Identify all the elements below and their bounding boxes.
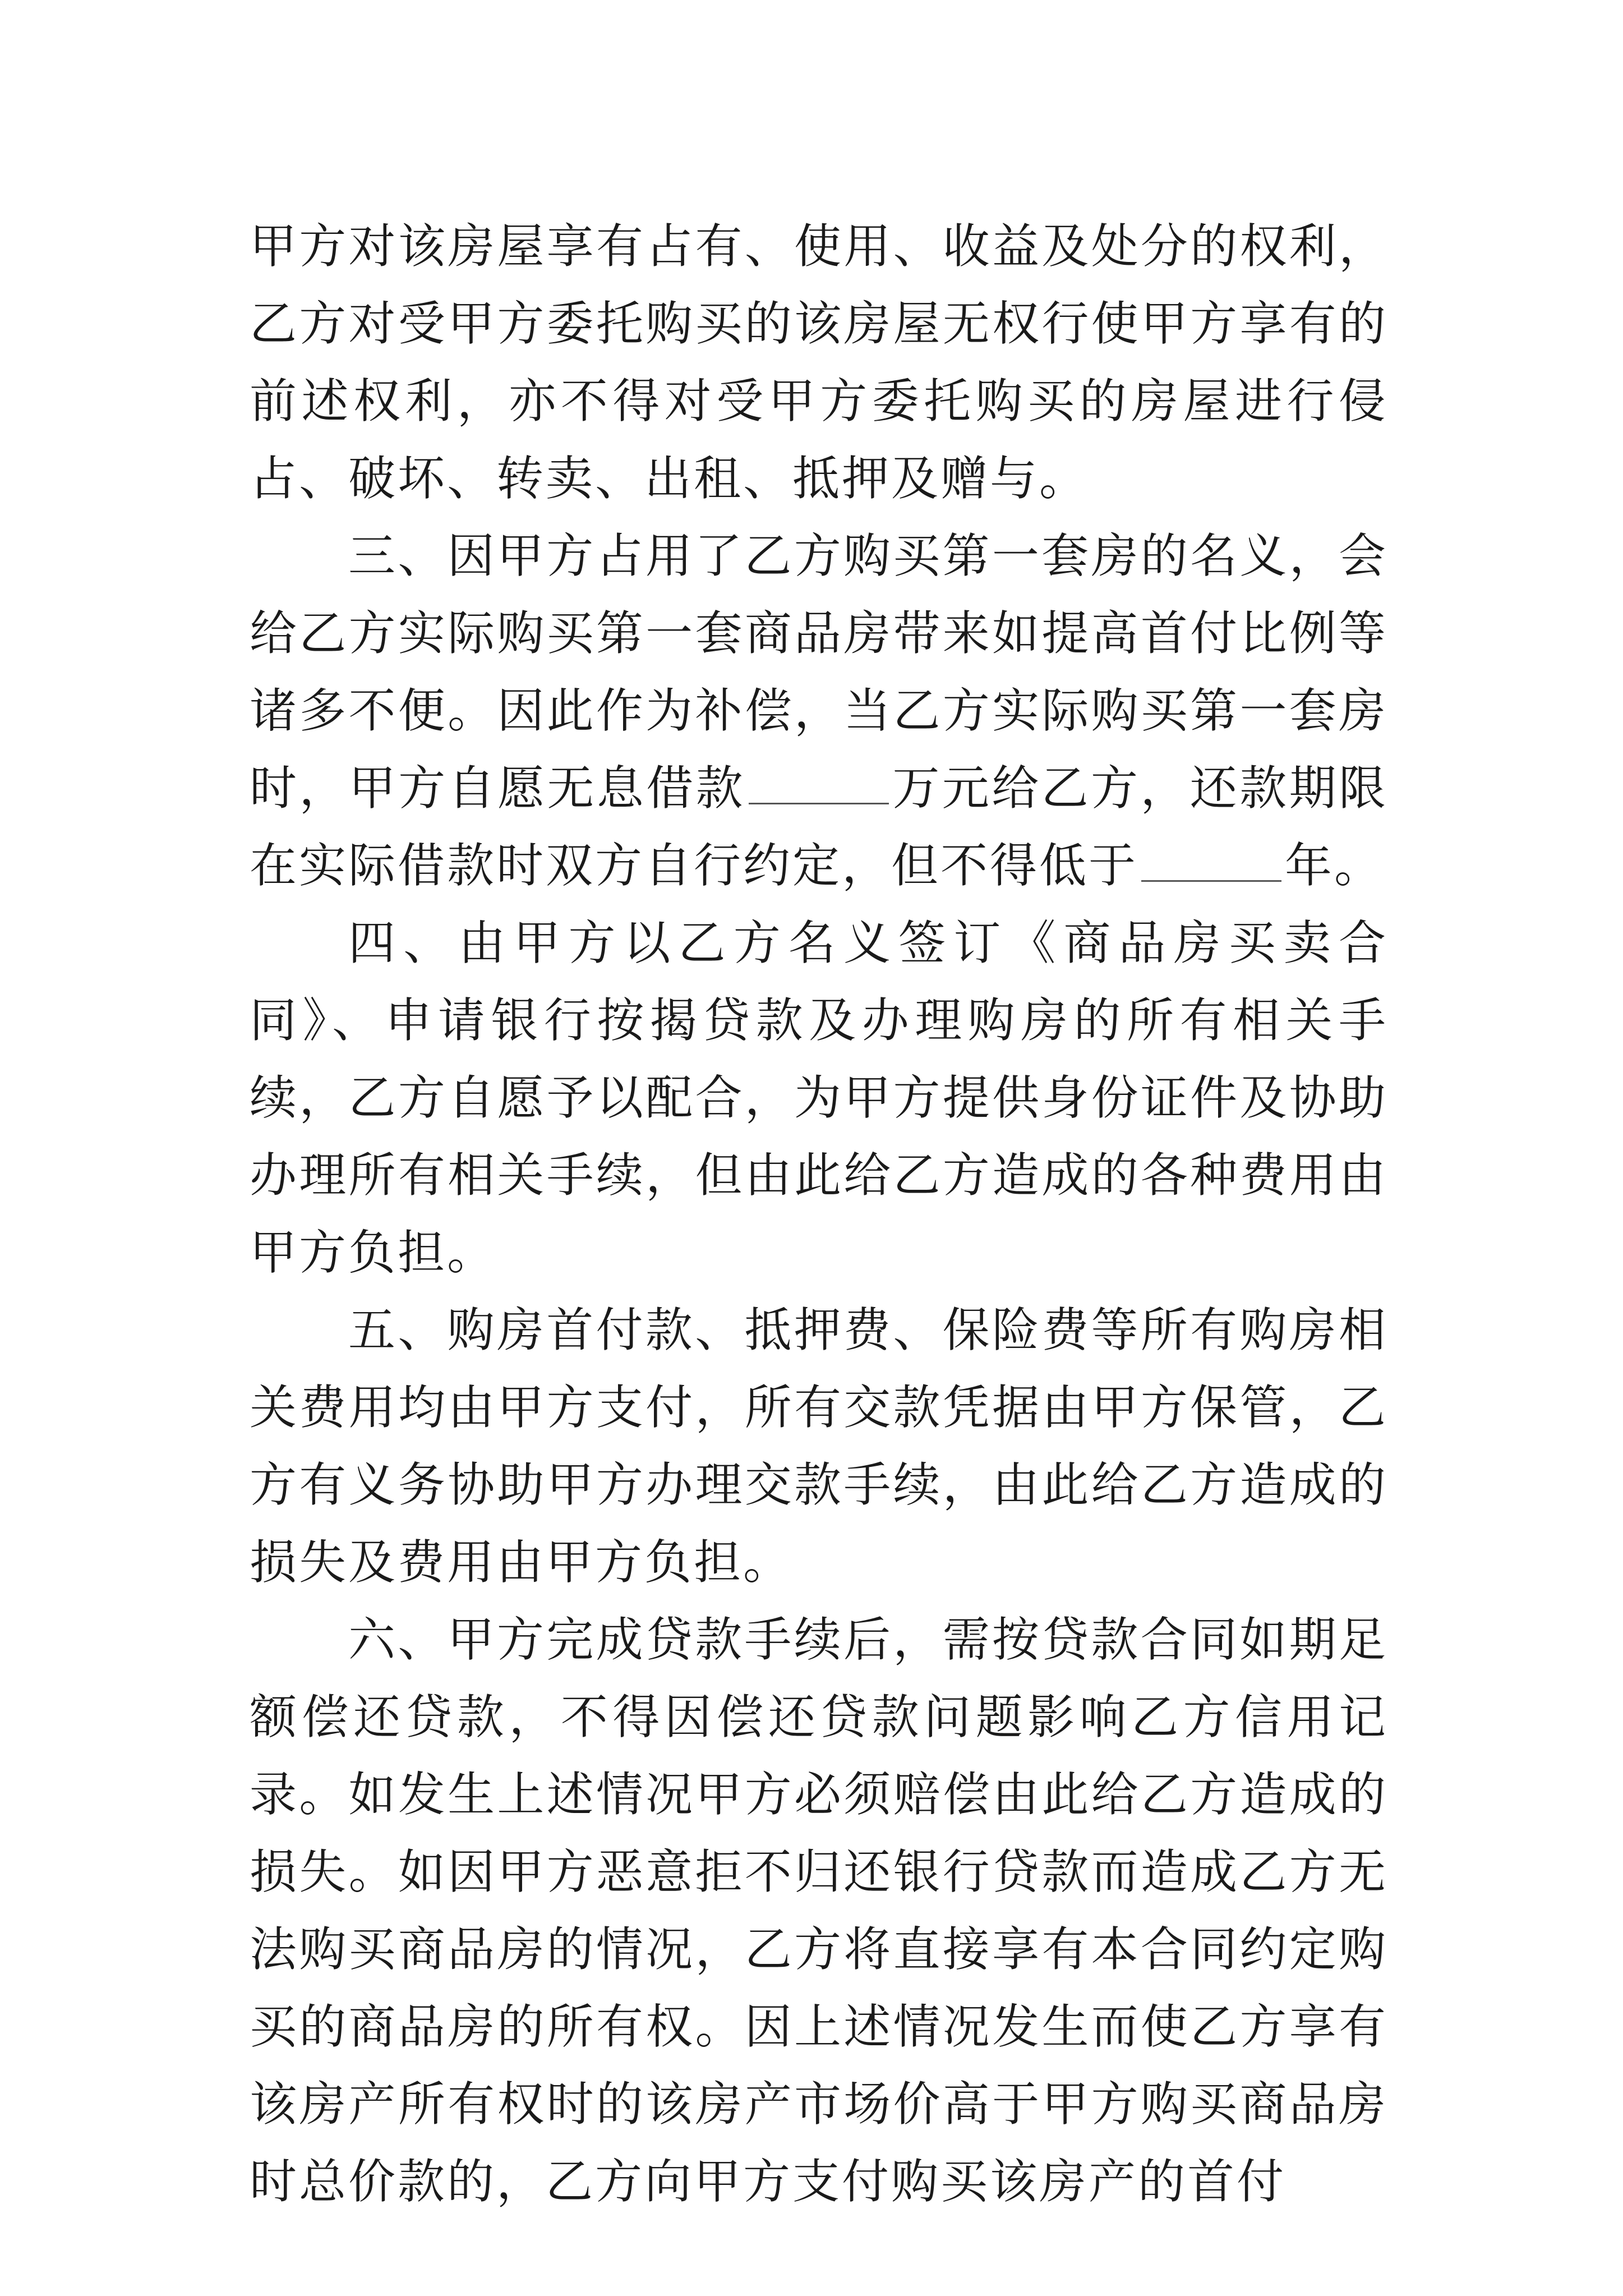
paragraph-clause-6: 六、甲方完成贷款手续后，需按贷款合同如期足额偿还贷款，不得因偿还贷款问题影响乙方信用记录。如发生上述情况甲方必须赔偿由此给乙方造成的损失。如因甲方恶意拒不归还银行贷款而造成乙方无法购买商品房的情况，乙方将直接享有本合同约定购买的商品房的所有权。因上述情况发生而使乙方享有该房产所有权时的该房产市场价高于甲方购买商品房时总价款的，乙方向甲方支付购买该房产的首付	[250, 1612, 1388, 2209]
min-years-blank	[1141, 875, 1281, 882]
paragraph-clause-5: 五、购房首付款、抵押费、保险费等所有购房相关费用均由甲方支付，所有交款凭据由甲方保管，乙方有义务协助甲方办理交款手续，由此给乙方造成的损失及费用由甲方负担。	[250, 1303, 1388, 1590]
paragraph-clause-3	[250, 517, 1388, 904]
clause-3-text-part3: 年。	[1285, 838, 1384, 893]
clause-3-text-part1: 三、因甲方占用了乙方购买第一套房的名义，会给乙方实际购买第一套商品房带来如提高首付比例等诸多不便。因此作为补偿，当乙方实际购买第一套房时，甲方自愿无息借款	[250, 528, 1388, 816]
paragraph-ownership-rights: 甲方对该房屋享有占有、使用、收益及处分的权利，乙方对受甲方委托购买的该房屋无权行使甲方享有的前述权利，亦不得对受甲方委托购买的房屋进行侵占、破坏、转卖、出租、抵押及赠与。	[250, 219, 1388, 506]
loan-amount-blank	[749, 797, 889, 804]
clause-3-text-part2: 万元给乙方，还款期限在实际借款时双方自行约定，但不得低于	[250, 761, 1388, 893]
paragraph-clause-4: 四、由甲方以乙方名义签订《商品房买卖合同》、申请银行按揭贷款及办理购房的所有相关手续，乙方自愿予以配合，为甲方提供身份证件及协助办理所有相关手续，但由此给乙方造成的各种费用由甲方负担。	[250, 915, 1388, 1280]
contract-body	[250, 208, 1388, 2220]
